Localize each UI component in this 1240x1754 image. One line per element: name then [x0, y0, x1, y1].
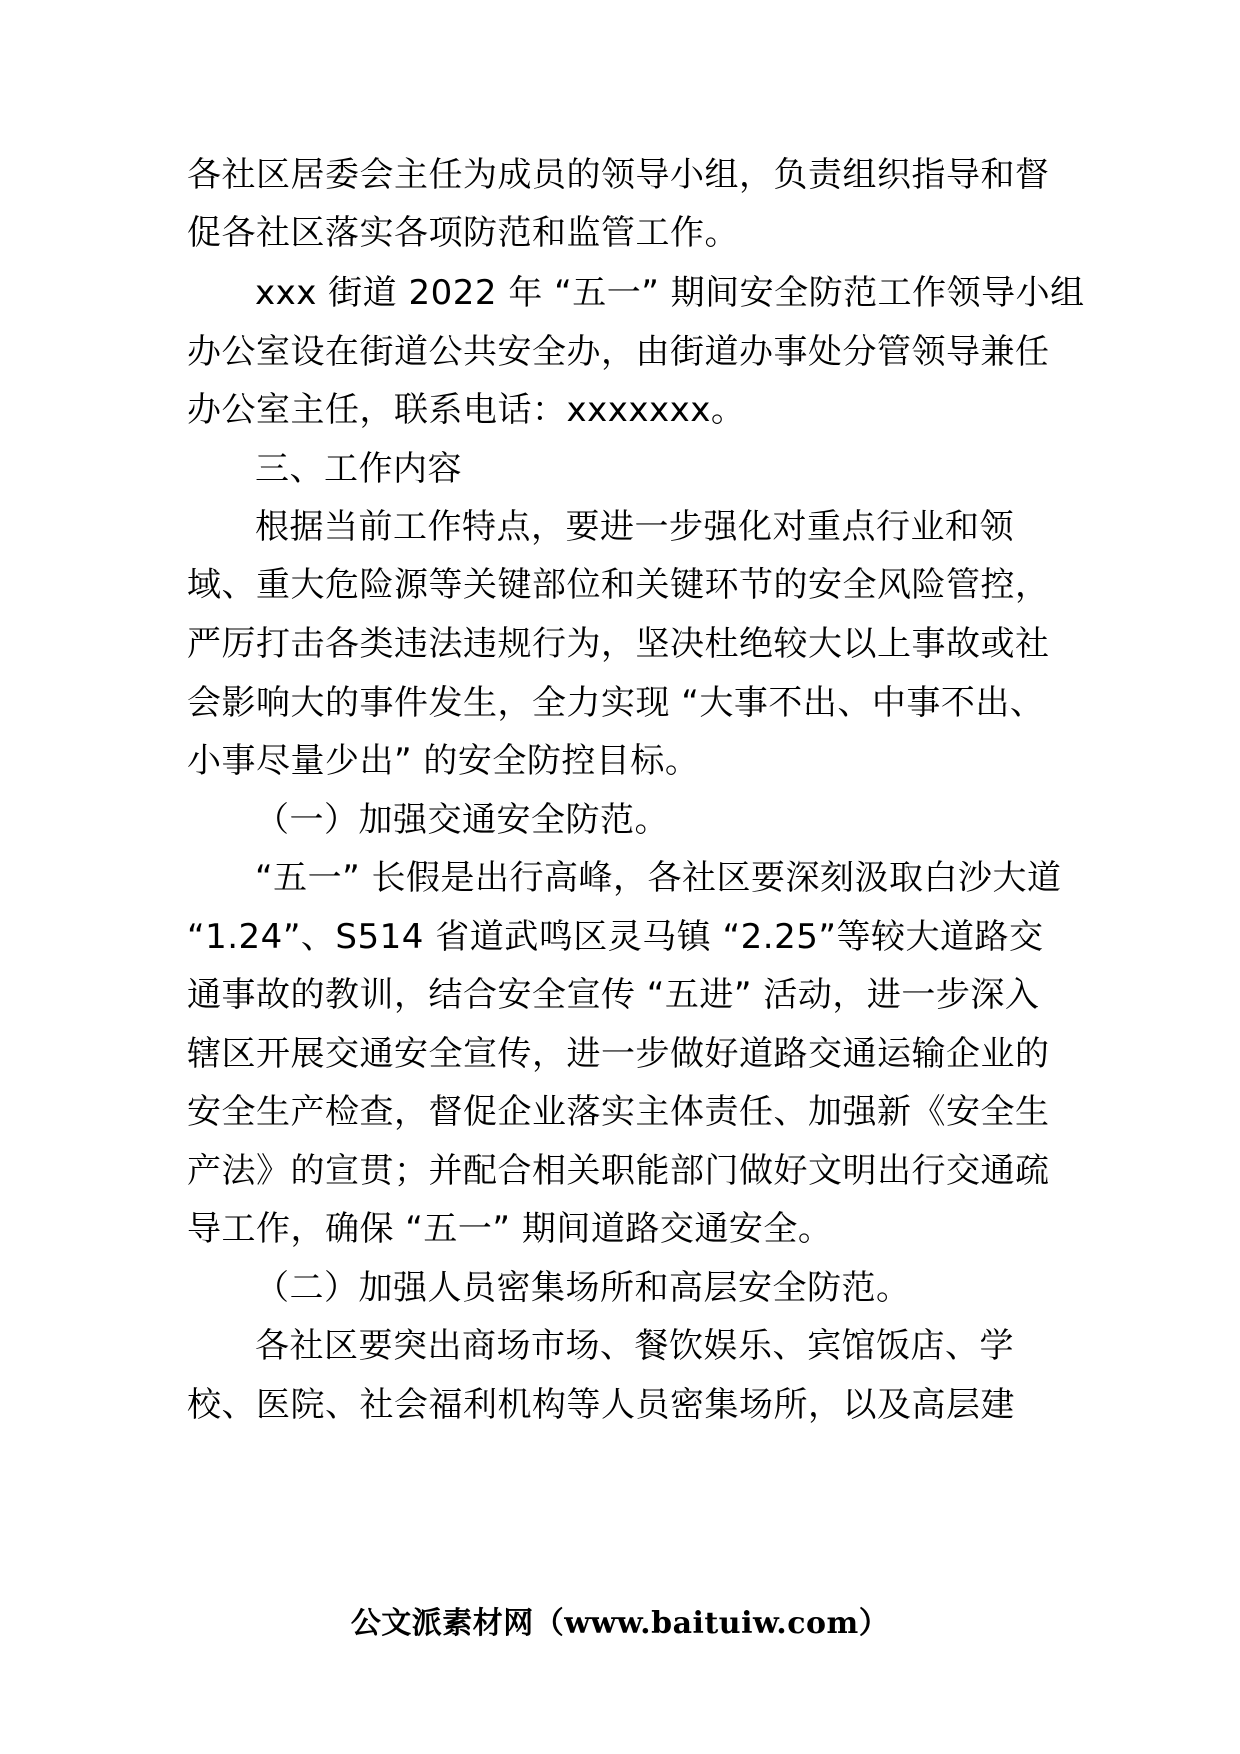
text-line-7: 根据当前工作特点，要进一步强化对重点行业和领: [255, 507, 1014, 547]
subheading-crowded-places: （二）加强人员密集场所和高层安全防范。: [255, 1268, 911, 1308]
footer-watermark: 公文派素材网（www.baituiw.com）: [350, 1606, 890, 1641]
text-line-21: 各社区要突出商场市场、餐饮娱乐、宾馆饭店、学: [255, 1326, 1014, 1366]
text-line-17: 安全生产检查，督促企业落实主体责任、加强新《安全生: [187, 1092, 1050, 1132]
text-line-13: “五一” 长假是出行高峰，各社区要深刻汲取白沙大道: [255, 858, 1062, 898]
text-line-4: 办公室设在街道公共安全办，由街道办事处分管领导兼任: [187, 332, 1050, 372]
text-line-8: 域、重大危险源等关键部位和关键环节的安全风险管控，: [187, 565, 1050, 605]
subheading-traffic-safety: （一）加强交通安全防范。: [255, 800, 669, 840]
text-line-14: “1.24”、S514 省道武鸣区灵马镇 “2.25”等较大道路交: [187, 917, 1044, 957]
text-line-1: 各社区居委会主任为成员的领导小组，负责组织指导和督: [187, 155, 1050, 195]
text-line-10: 会影响大的事件发生，全力实现 “大事不出、中事不出、: [187, 683, 1045, 723]
text-line-5: 办公室主任，联系电话：xxxxxxx。: [187, 390, 746, 430]
section-heading-work-content: 三、工作内容: [255, 449, 462, 489]
text-line-2: 促各社区落实各项防范和监管工作。: [187, 213, 739, 253]
text-line-15: 通事故的教训，结合安全宣传 “五进” 活动，进一步深入: [187, 975, 1040, 1015]
text-line-16: 辖区开展交通安全宣传，进一步做好道路交通运输企业的: [187, 1034, 1050, 1074]
text-line-22: 校、医院、社会福利机构等人员密集场所，以及高层建: [187, 1385, 1015, 1425]
text-line-11: 小事尽量少出” 的安全防控目标。: [187, 741, 700, 781]
text-line-3: xxx 街道 2022 年 “五一” 期间安全防范工作领导小组: [255, 273, 1085, 313]
text-line-19: 导工作，确保 “五一” 期间道路交通安全。: [187, 1209, 833, 1249]
text-line-18: 产法》的宣贯；并配合相关职能部门做好文明出行交通疏: [187, 1151, 1050, 1191]
text-line-9: 严厉打击各类违法违规行为，坚决杜绝较大以上事故或社: [187, 624, 1050, 664]
